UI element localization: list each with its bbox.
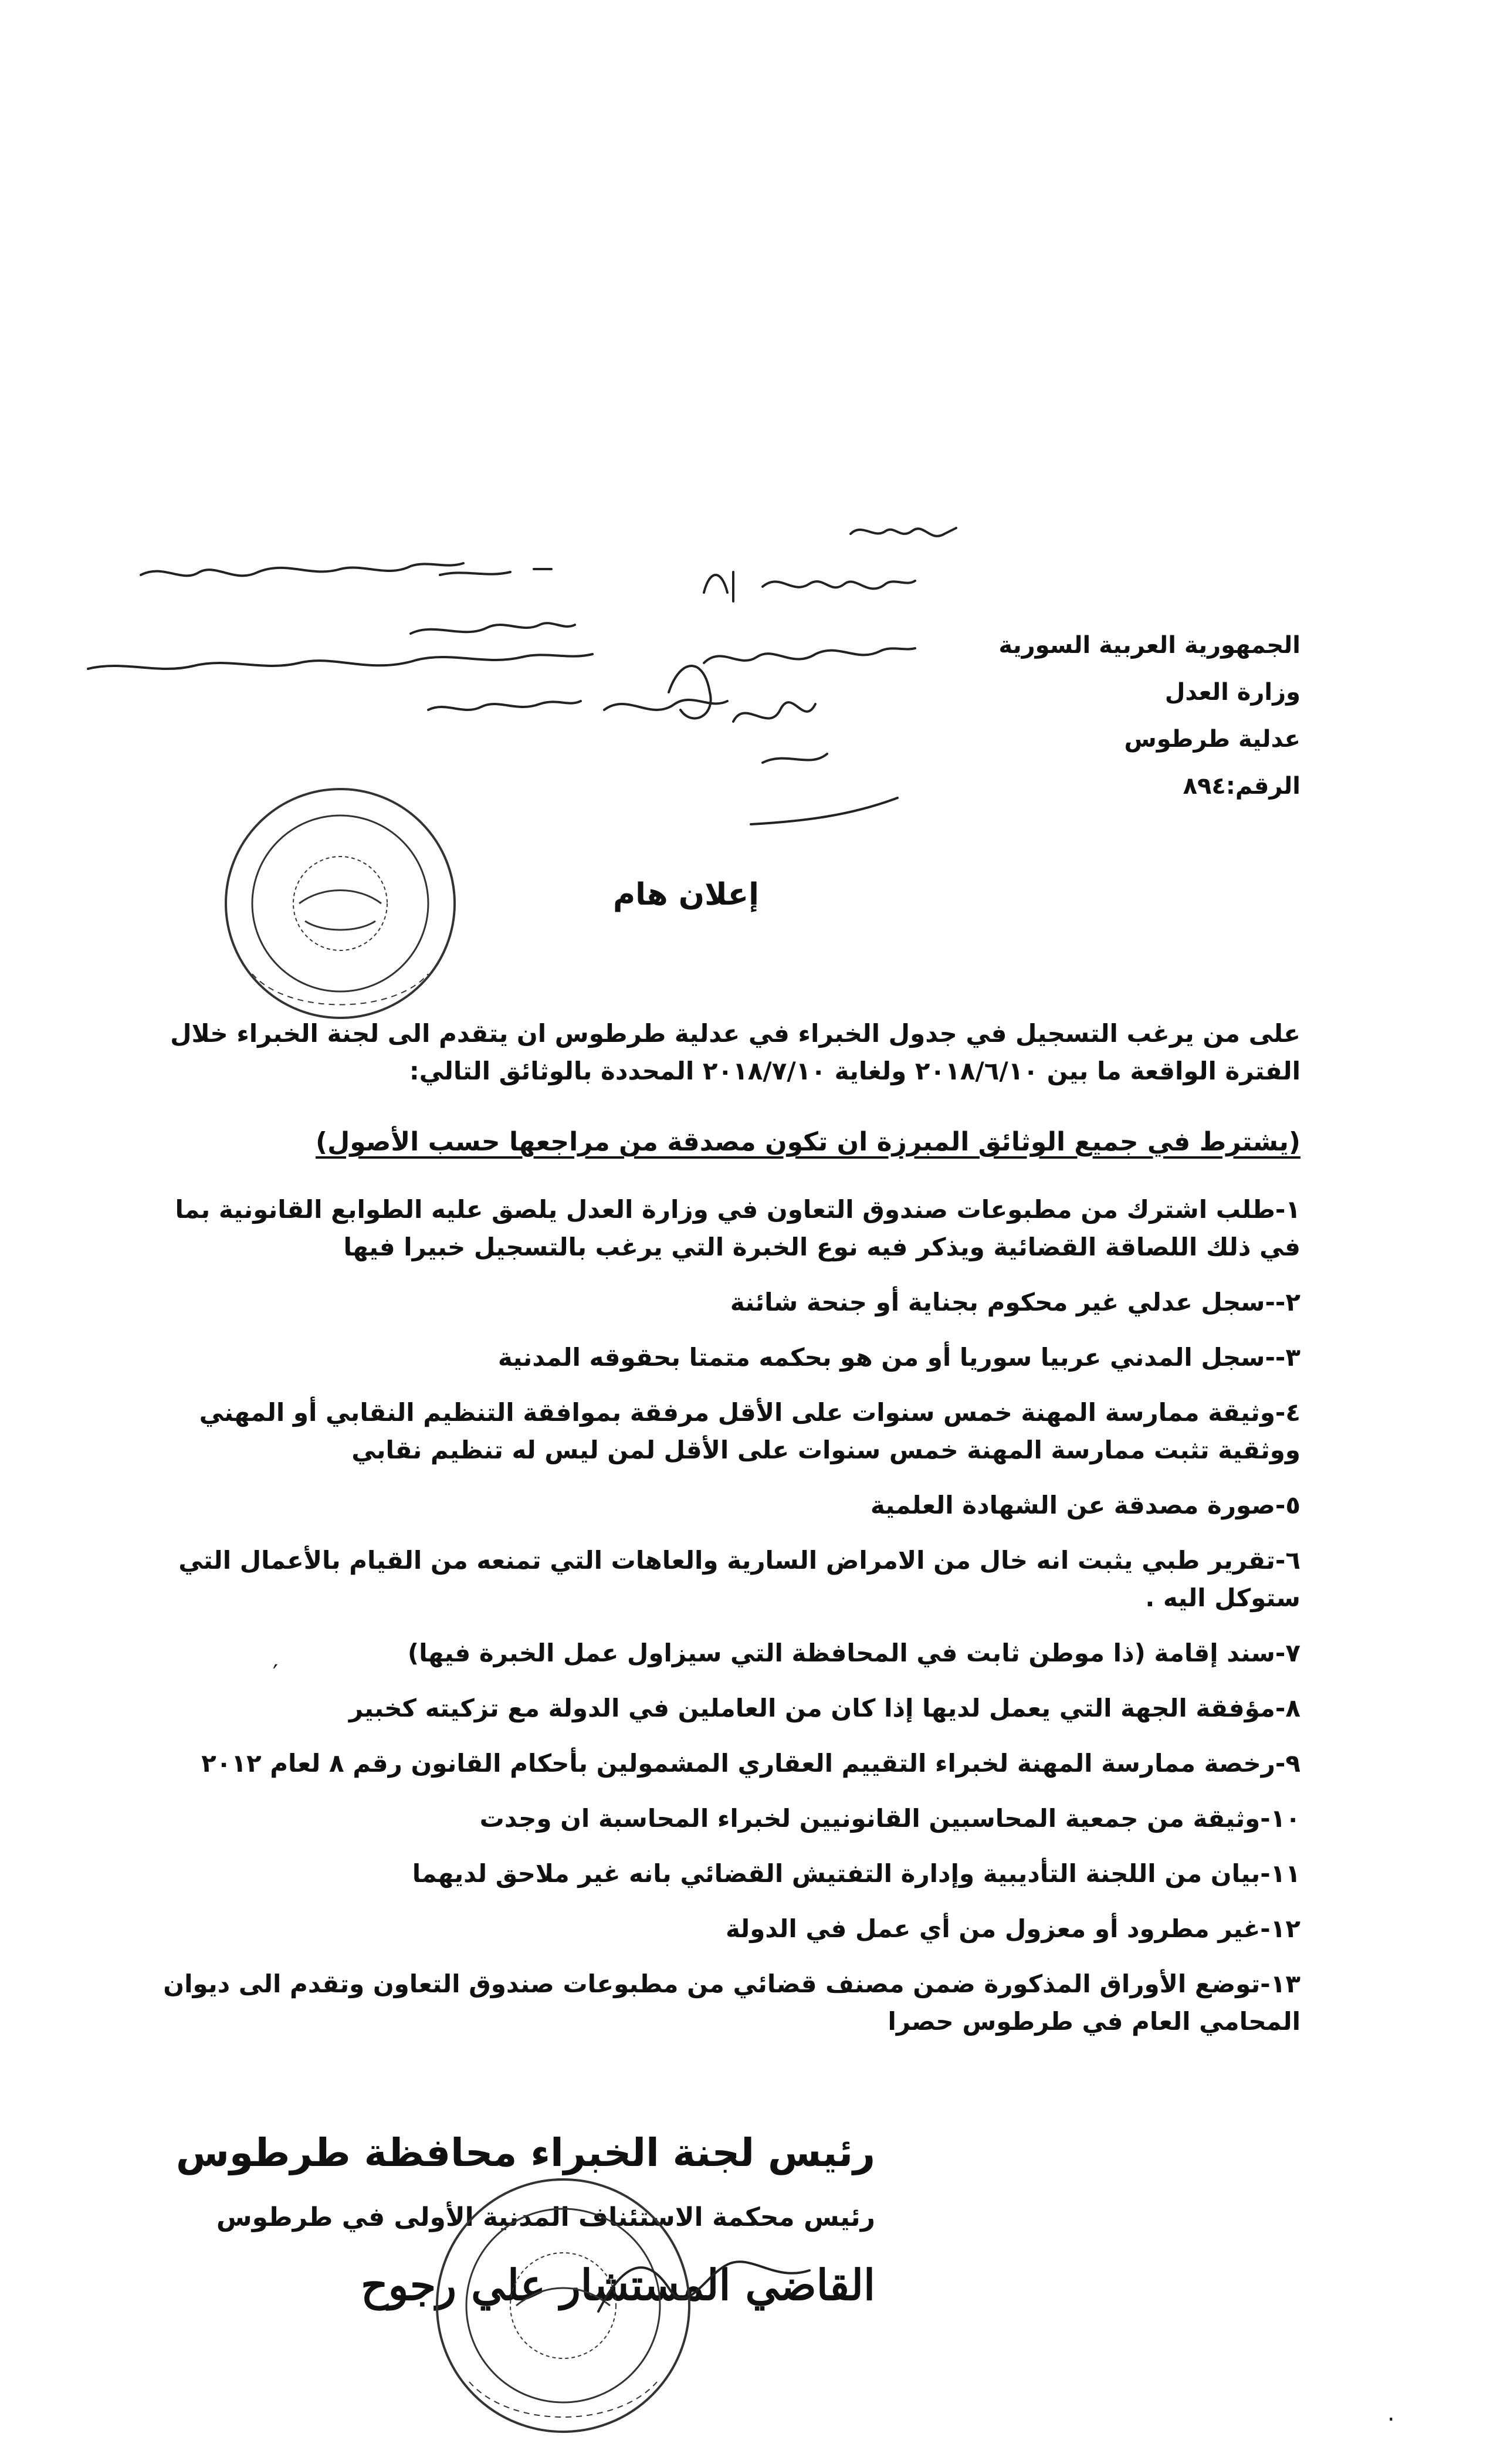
official-stamp-top xyxy=(217,780,463,1027)
list-item: ٨-مؤفقة الجهة التي يعمل لديها إذا كان من العاملين في الدولة مع تزكيته كخبير xyxy=(348,1694,1300,1722)
annotation-line-3 xyxy=(821,551,1056,572)
list-item: ١٠-وثيقة من جمعية المحاسبين القانونيين لخبراء المحاسبة ان وجدت xyxy=(479,1804,1300,1833)
list-item: ٩-رخصة ممارسة المهنة لخبراء التقييم العقاري المشمولين بأحكام القانون رقم ٨ لعام ٢٠١٢ xyxy=(201,1749,1300,1778)
intro-paragraph: على من يرغب التسجيل في جدول الخبراء في عدلية طرطوس ان يتقدم الى لجنة الخبراء خلال الفترة الواقعة ما بين ٢٠١٨/٦/١٠ ولغاية ٢٠١٨/٧/١٠ المحددة بالوثائق التالي: xyxy=(170,1019,1300,1085)
list-item: ٤-وثيقة ممارسة المهنة خمس سنوات على الأقل مرفقة بموافقة التنظيم النقابي أو المهني ووثقية تثبت ممارسة المهنة خمس سنوات على الأقل لمن ليس له تنظيم نقابي xyxy=(199,1398,1300,1464)
annotation-line-4 xyxy=(821,572,1056,593)
stray-mark: . xyxy=(1387,2399,1395,2426)
annotation-line-2 xyxy=(821,531,1056,551)
list-item: ٢--سجل عدلي غير محكوم بجناية أو جنحة شائنة xyxy=(730,1288,1300,1316)
list-item: ٣--سجل المدني عربيا سوريا أو من هو بحكمه متمتا بحقوقه المدنية xyxy=(497,1343,1300,1372)
signature-scribble-drawing xyxy=(587,2241,821,2335)
list-item: ٧-سند إقامة (ذا موطن ثابت في المحافظة التي سيزاول عمل الخبرة فيها) xyxy=(407,1639,1300,1667)
list-item: ٦-تقرير طبي يثبت انه خال من الامراض السارية والعاهات التي تمنعه من القيام بالأعمال التي ستوكل اليه . xyxy=(178,1546,1300,1612)
list-item: ١٣-توضع الأوراق المذكورة ضمن مصنف قضائي من مطبوعات صندوق التعاون وتقدم الى ديوان المحامي العام في طرطوس حصرا xyxy=(163,1969,1300,2036)
court-name: عدلية طرطوس xyxy=(1124,726,1300,753)
signatory-name: القاضي المستشار علي رجوح xyxy=(361,2260,875,2310)
condition-note: (يشترط في جميع الوثائق المبرزة ان تكون مصدقة من مراجعها حسب الأصول) xyxy=(316,1127,1300,1157)
document-number: الرقم:٨٩٤ xyxy=(1183,773,1300,800)
ministry-name: وزارة العدل xyxy=(1164,679,1300,706)
announcement-title: إعلان هام xyxy=(613,877,760,912)
list-item: ١-طلب اشترك من مطبوعات صندوق التعاون في وزارة العدل يلصق عليه الطوابع القانونية بما في ذلك اللصاقة القضائية ويذكر فيه نوع الخبرة التي يرغب بالتسجيل خبيرا فيها xyxy=(175,1195,1300,1261)
list-item: ١٢-غير مطرود أو معزول من أي عمل في الدولة xyxy=(725,1914,1300,1943)
signature-scribble xyxy=(587,2241,821,2335)
list-item: ٥-صورة مصدقة عن الشهادة العلمية xyxy=(870,1491,1300,1519)
annotation-line-1 xyxy=(821,510,1056,531)
stray-mark: ′ xyxy=(273,1660,279,1687)
stamp-top-drawing xyxy=(217,780,463,1027)
requirements-list xyxy=(133,1191,1300,2058)
letterhead xyxy=(937,622,1300,810)
signatory-subtitle: رئيس محكمة الاستئناف المدنية الأولى في طرطوس xyxy=(216,2202,875,2232)
signatory-title: رئيس لجنة الخبراء محافظة طرطوس xyxy=(175,2130,875,2175)
country-name: الجمهورية العربية السورية xyxy=(998,632,1300,659)
list-item: ١١-بيان من اللجنة التأديبية وإدارة التفتيش القضائي بانه غير ملاحق لديهما xyxy=(412,1859,1300,1888)
